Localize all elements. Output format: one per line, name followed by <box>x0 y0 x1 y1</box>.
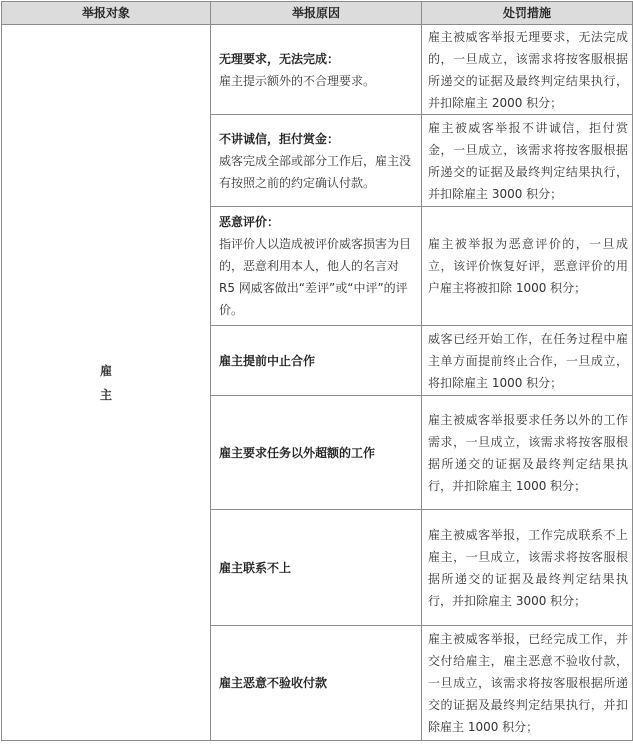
target-cell <box>2 25 211 741</box>
measure-cell: 雇主被威客举报不讲诚信，拒付赏金，一旦成立，该需求将按客服根据所递交的证据及最终判定结果执行，并扣除雇主 3000 积分； <box>422 115 633 207</box>
measure-cell: 威客已经开始工作，在任务过程中雇主单方面提前终止合作，一旦成立，将扣除雇主 1000 积分； <box>422 326 633 396</box>
reason-cell <box>211 115 422 207</box>
reason-cell <box>211 25 422 115</box>
target-char-2: 主 <box>99 387 112 402</box>
reason-cell: 雇主提前中止合作 <box>211 326 422 396</box>
measure-cell: 雇主被威客举报要求任务以外的工作需求，一旦成立，该需求将按客服根据所递交的证据及最终判定结果执行，并扣除雇主 1000 积分； <box>422 396 633 510</box>
header-measure: 处罚措施 <box>422 2 633 25</box>
header-target: 举报对象 <box>2 2 211 25</box>
reason-title: 无理要求，无法完成： <box>219 51 340 66</box>
target-char-1: 雇 <box>99 363 112 378</box>
reason-detail: 指评价人以造成被评价威客损害为目的，恶意利用本人，他人的名言对 R5 网威客做出“差评”或“中评”的评价。 <box>219 237 412 317</box>
reason-title: 恶意评价： <box>219 215 280 229</box>
measure-cell: 雇主被威客举报，工作完成联系不上雇主，一旦成立，该需求将按客服根据所递交的证据及最终判定结果执行，并扣除雇主 3000 积分； <box>422 510 633 626</box>
measure-cell: 雇主被威客举报，已经完成工作，并交付给雇主，雇主恶意不验收付款，一旦成立，该需求将按客服根据所递交的证据及最终判定结果执行，并扣除雇主 1000 积分； <box>422 626 633 741</box>
reason-cell: 雇主联系不上 <box>211 510 422 626</box>
measure-cell: 雇主被举报为恶意评价的，一旦成立，该评价恢复好评，恶意评价的用户雇主将被扣除 1000 积分； <box>422 207 633 326</box>
reason-detail: 威客完成全部或部分工作后，雇主没有按照之前的约定确认付款。 <box>219 153 412 190</box>
reason-cell: 雇主要求任务以外超额的工作 <box>211 396 422 510</box>
table-row <box>2 25 633 115</box>
penalty-table <box>1 1 633 741</box>
reason-detail: 雇主提示额外的不合理要求。 <box>219 73 376 88</box>
header-row <box>2 2 633 25</box>
header-reason: 举报原因 <box>211 2 422 25</box>
reason-title: 不讲诚信，拒付赏金： <box>219 131 340 146</box>
reason-cell: 雇主恶意不验收付款 <box>211 626 422 741</box>
reason-cell <box>211 207 422 326</box>
measure-cell: 雇主被威客举报无理要求，无法完成的，一旦成立，该需求将按客服根据所递交的证据及最终判定结果执行，并扣除雇主 2000 积分； <box>422 25 633 115</box>
